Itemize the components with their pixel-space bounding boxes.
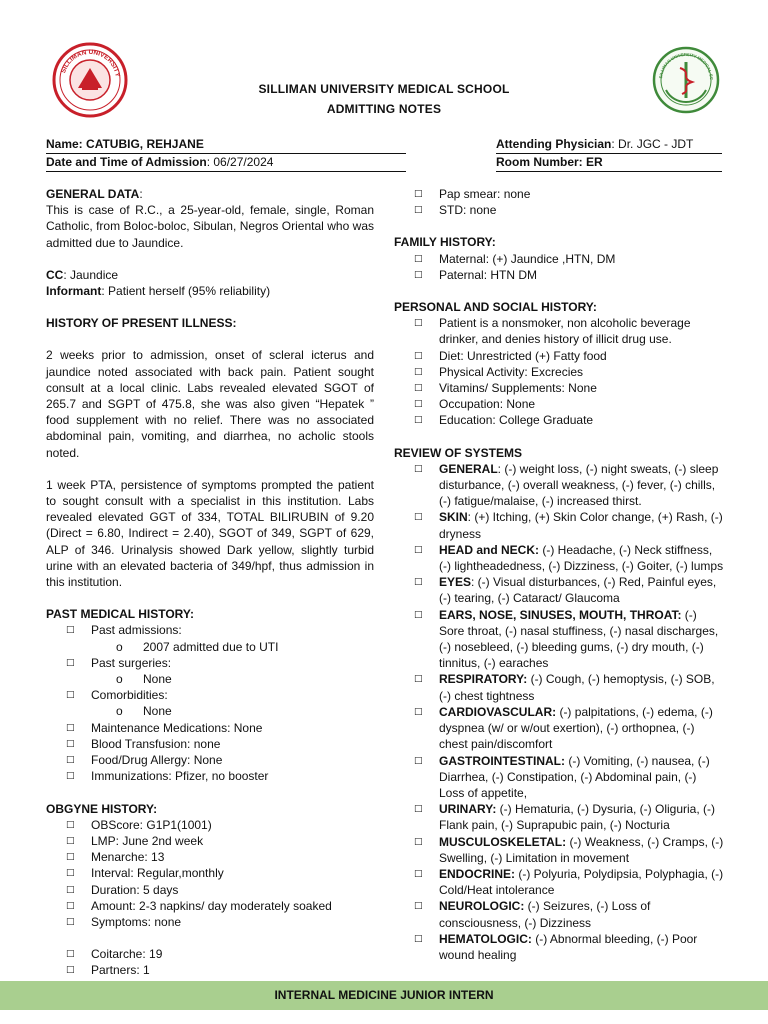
bullet-icon: □ [414, 706, 423, 717]
bullet-icon: □ [66, 690, 75, 701]
admission-date-row [46, 154, 406, 172]
left-column [46, 186, 374, 995]
obgyne-list [46, 817, 374, 930]
bullet-icon: □ [414, 755, 423, 766]
list-item: □ Blood Transfusion: none [66, 736, 221, 751]
hpi-paragraph-2: 1 week PTA, persistence of symptoms prompted the patient to sought consult with a specialist in this institution. Labs revealed elevated GGT of 334, TOTAL BILIRUBIN of 9.20 (Direct = 6.80, Indirect = 2.40), SGOT of 349, SGPT of 629, ALP of 346. Urinalysis showed Dark yellow, slightly turbid urine with an elevated bacteria of 349/hpf, thus admission in this institution. [46, 477, 374, 590]
admission-value: : 06/27/2024 [206, 155, 274, 169]
ros-eyes: □ EYES: (-) Visual disturbances, (-) Red, Painful eyes, (-) tearing, (-) Cataract/ Glaucoma [414, 575, 717, 606]
chief-complaint: CC: Jaundice [46, 267, 119, 282]
bullet-icon: □ [66, 657, 75, 668]
bullet-icon: □ [66, 965, 75, 976]
list-item: □ Occupation: None [414, 397, 536, 412]
bullet-icon: □ [414, 205, 423, 216]
bullet-icon: □ [66, 868, 75, 879]
ros-gastrointestinal: □ GASTROINTESTINAL: (-) Vomiting, (-) nausea, (-) Diarrhea, (-) Constipation, (-) Abdominal pain, (-) Loss of appetite, [414, 753, 710, 800]
ros-respiratory: □ RESPIRATORY: (-) Cough, (-) hemoptysis, (-) SOB, (-) chest tightness [414, 672, 715, 703]
school-name: SILLIMAN UNIVERSITY MEDICAL SCHOOL [258, 82, 510, 96]
bullet-icon: □ [66, 771, 75, 782]
hpi-paragraph-1: 2 weeks prior to admission, onset of scleral icterus and jaundice noted associated with back pain. Patient sought consult at a local clinic. Labs revealed elevated SGOT of 265.7 and SGPT of 475.8, she was also given “Hepatek ” food supplement with no relief. There was no associated abdominal pain, vomiting, and diarrhea, no acholic stools noted. [46, 348, 374, 460]
bullet-icon: □ [66, 722, 75, 733]
list-item: □ Comorbidities: [66, 688, 168, 703]
list-item: □ Immunizations: Pfizer, no booster [66, 769, 269, 784]
list-item: □ Duration: 5 days [66, 882, 179, 897]
physician-label: Attending Physician [496, 137, 612, 151]
list-item: □ Pap smear: none [414, 187, 531, 201]
general-data-text: This is case of R.C., a 25-year-old, female, single, Roman Catholic, from Boloc-boloc, Sibulan, Negros Oriental who was admitted due to Jaundice. [46, 203, 374, 250]
document-title: ADMITTING NOTES [326, 102, 442, 116]
bullet-icon: □ [66, 835, 75, 846]
patient-info-right [496, 136, 722, 172]
right-logo-text: SILLIMAN UNIVERSITY MEDICAL SC [658, 51, 715, 81]
room-row [496, 154, 722, 172]
bullet-icon: □ [414, 415, 423, 426]
personal-social-heading: PERSONAL AND SOCIAL HISTORY: [394, 300, 597, 315]
bullet-icon: □ [414, 804, 423, 815]
list-item: □ Past surgeries: [66, 655, 172, 670]
bullet-icon: □ [414, 512, 423, 523]
list-item: □ OBScore: G1P1(1001) [66, 817, 212, 832]
family-history-list [394, 251, 724, 283]
patient-name: CATUBIG, REHJANE [86, 137, 204, 151]
bullet-icon: □ [66, 916, 75, 927]
list-item: □ Education: College Graduate [414, 413, 594, 428]
sub-bullet-icon: o [116, 639, 123, 654]
room-label: Room Number: [496, 155, 583, 169]
bullet-icon: □ [414, 577, 423, 588]
ros-urinary: □ URINARY: (-) Hematuria, (-) Dysuria, (-) Oliguria, (-) Flank pain, (-) Suprapubic pain, (-) Nocturia [414, 802, 715, 833]
list-item: □ Maintenance Medications: None [66, 720, 263, 735]
list-item: □ Menarche: 13 [66, 850, 165, 865]
bullet-icon: □ [414, 901, 423, 912]
bullet-icon: □ [414, 269, 423, 280]
bullet-icon: □ [414, 350, 423, 361]
bullet-icon: □ [66, 884, 75, 895]
bullet-icon: □ [414, 836, 423, 847]
pmh-list [46, 622, 374, 638]
pmh-heading: PAST MEDICAL HISTORY: [46, 607, 195, 622]
ros-heading: REVIEW OF SYSTEMS [394, 445, 523, 460]
bullet-icon: □ [414, 399, 423, 410]
list-item: □ Symptoms: none [66, 914, 182, 929]
sub-bullet-icon: o [116, 672, 123, 687]
informant: Informant: Patient herself (95% reliability) [46, 284, 271, 299]
ros-endocrine: □ ENDOCRINE: (-) Polyuria, Polydipsia, Polyphagia, (-) Cold/Heat intolerance [414, 866, 724, 898]
list-item: □ Food/Drug Allergy: None [66, 753, 223, 768]
bullet-icon: □ [414, 609, 423, 620]
list-item: □ Maternal: (+) Jaundice ,HTN, DM [414, 251, 616, 266]
sub-bullet-icon: o [116, 704, 123, 719]
bullet-icon: □ [66, 852, 75, 863]
list-item: □ Patient is a nonsmoker, non alcoholic beverage drinker, and denies history of illicit drug use. [414, 316, 691, 347]
patient-name-row [46, 136, 406, 154]
list-item: □ Coitarche: 19 [66, 947, 163, 962]
ros-skin: □ SKIN: (+) Itching, (+) Skin Color change, (+) Rash, (-) dryness [414, 510, 723, 541]
list-item: □ Past admissions: [66, 623, 182, 638]
bullet-icon: □ [414, 383, 423, 394]
right-column [394, 186, 724, 963]
ros-general: □ GENERAL: (-) weight loss, (-) night sweats, (-) sleep disturbance, (-) overall weakness, (-) fever, (-) chills, (-) fatigue/malaise, (-) increased thirst. [414, 461, 719, 509]
list-item: o 2007 admitted due to UTI [116, 639, 279, 654]
list-item: □ STD: none [414, 203, 497, 218]
admission-label: Date and Time of Admission [46, 155, 207, 169]
bullet-icon: □ [66, 755, 75, 766]
list-item: □ Amount: 2-3 napkins/ day moderately soaked [66, 898, 332, 913]
ros-head-neck: □ HEAD and NECK: (-) Headache, (-) Neck stiffness, (-) lightheadedness, (-) Dizziness, (-) Goiter, (-) lumps [414, 542, 724, 574]
bullet-icon: □ [414, 366, 423, 377]
ros-list [394, 461, 724, 963]
list-item: □ LMP: June 2nd week [66, 833, 204, 848]
footer-banner: INTERNAL MEDICINE JUNIOR INTERN [0, 981, 768, 1010]
list-item: □ Diet: Unrestricted (+) Fatty food [414, 348, 607, 363]
bullet-icon: □ [414, 189, 423, 199]
list-item: o None [116, 704, 172, 719]
name-label: Name: [46, 137, 83, 151]
ros-ent: □ EARS, NOSE, SINUSES, MOUTH, THROAT: (-) Sore throat, (-) nasal stuffiness, (-) nasal discharges, (-) nosebleed, (-) bleeding gums, (-) dry mouth, (-) tinnitus, (-) earaches [414, 607, 719, 671]
personal-social-list [394, 315, 724, 428]
bullet-icon: □ [414, 868, 423, 879]
room-value: ER [586, 155, 603, 169]
bullet-icon: □ [66, 949, 75, 960]
ros-neurologic: □ NEUROLOGIC: (-) Seizures, (-) Loss of consciousness, (-) Dizziness [414, 899, 651, 930]
list-item: o None [116, 672, 172, 687]
general-data-heading: GENERAL DATA: [46, 187, 143, 201]
bullet-icon: □ [66, 819, 75, 830]
bullet-icon: □ [414, 318, 423, 329]
bullet-icon: □ [66, 625, 75, 636]
bullet-icon: □ [414, 253, 423, 264]
list-item: □ Physical Activity: Excrecies [414, 364, 584, 379]
list-item: □ Paternal: HTN DM [414, 267, 538, 282]
hpi-heading: HISTORY OF PRESENT ILLNESS: [46, 316, 237, 331]
list-item: □ Vitamins/ Supplements: None [414, 381, 597, 396]
bullet-icon: □ [66, 738, 75, 749]
bullet-icon: □ [414, 933, 423, 944]
bullet-icon: □ [414, 544, 423, 555]
bullet-icon: □ [66, 900, 75, 911]
physician-row [496, 136, 722, 154]
left-logo-text: SILLIMAN UNIVERSITY [59, 48, 121, 78]
family-history-heading: FAMILY HISTORY: [394, 235, 496, 250]
patient-info-left [46, 136, 406, 172]
ros-hematologic: □ HEMATOLOGIC: (-) Abnormal bleeding, (-) Poor wound healing [414, 931, 698, 962]
list-item: □ Partners: 1 [66, 963, 150, 978]
list-item: □ Interval: Regular,monthly [66, 866, 224, 881]
obgyne-heading: OBGYNE HISTORY: [46, 801, 158, 816]
ros-cardiovascular: □ CARDIOVASCULAR: (-) palpitations, (-) edema, (-) dyspnea (w/ or w/out exertion), (-) orthopnea, (-) chest pain/discomfort [414, 704, 713, 752]
physician-value: : Dr. JGC - JDT [611, 137, 694, 151]
bullet-icon: □ [414, 674, 423, 685]
ros-musculoskeletal: □ MUSCULOSKELETAL: (-) Weakness, (-) Cramps, (-) Swelling, (-) Limitation in movement [414, 834, 724, 865]
bullet-icon: □ [414, 463, 423, 474]
